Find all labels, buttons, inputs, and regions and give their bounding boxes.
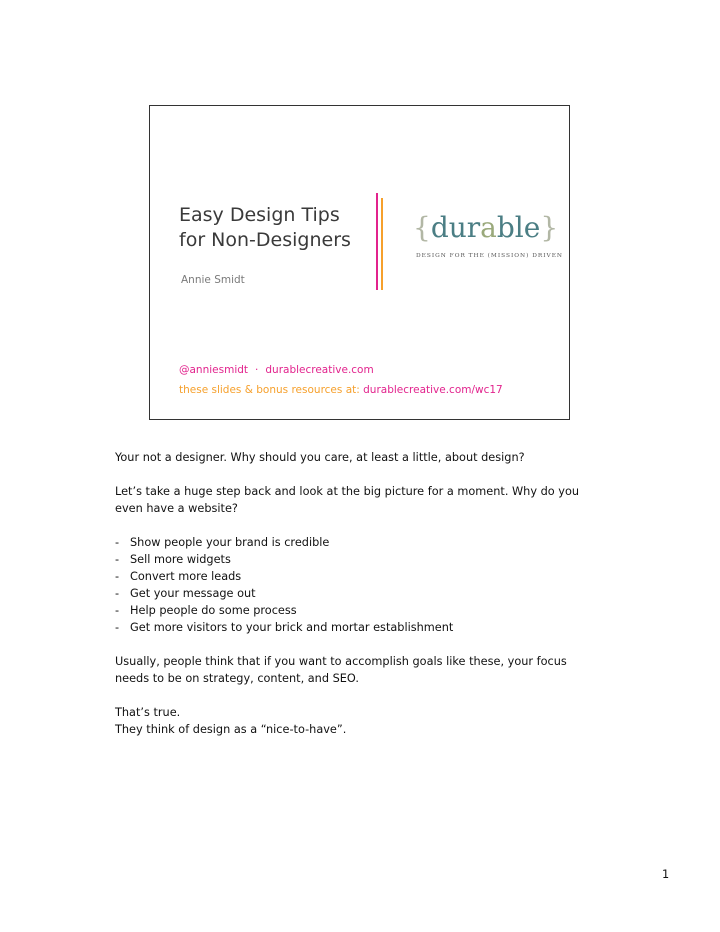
slide-author: Annie Smidt bbox=[181, 274, 245, 286]
website-link: durablecreative.com bbox=[265, 364, 374, 376]
notes-paragraph-4-line-1: That’s true. bbox=[115, 706, 181, 719]
notes-bullet-list bbox=[115, 534, 595, 636]
divider-bar-orange bbox=[381, 198, 383, 290]
list-item: - Sell more widgets bbox=[115, 551, 595, 568]
logo-text-part-1: dur bbox=[430, 211, 481, 244]
notes-paragraph-4-line-2: They think of design as a “nice-to-have”. bbox=[115, 723, 347, 736]
twitter-handle: @anniesmidt bbox=[179, 364, 249, 376]
contact-line bbox=[179, 364, 374, 376]
logo-brace-open: { bbox=[413, 211, 431, 244]
notes-paragraph-2: Let’s take a huge step back and look at the big picture for a moment. Why do you even have a website? bbox=[115, 485, 580, 515]
slide-title bbox=[179, 203, 351, 253]
resources-line bbox=[179, 384, 503, 396]
page-number: 1 bbox=[662, 868, 670, 881]
contact-separator: · bbox=[255, 364, 259, 376]
list-item: - Convert more leads bbox=[115, 568, 595, 585]
logo-text-part-2: a bbox=[480, 211, 497, 244]
notes-paragraph-3: Usually, people think that if you want to accomplish goals like these, your focus needs to be on strategy, content, and SEO. bbox=[115, 655, 567, 685]
speaker-notes bbox=[115, 449, 595, 738]
durable-logo bbox=[413, 212, 558, 244]
slide-title-line-1: Easy Design Tips bbox=[179, 204, 340, 226]
list-item: - Get your message out bbox=[115, 585, 595, 602]
divider-bar-pink bbox=[376, 193, 378, 290]
resources-url: durablecreative.com/wc17 bbox=[363, 384, 503, 396]
resources-prefix: these slides & bonus resources at: bbox=[179, 384, 360, 396]
list-item: - Get more visitors to your brick and mortar establishment bbox=[115, 619, 595, 636]
logo-brace-close: } bbox=[540, 211, 559, 244]
list-item: - Help people do some process bbox=[115, 602, 595, 619]
slide-thumbnail bbox=[149, 105, 570, 420]
notes-paragraph-1: Your not a designer. Why should you care, at least a little, about design? bbox=[115, 451, 525, 464]
logo-tagline: DESIGN FOR THE (MISSION) DRIVEN bbox=[416, 253, 564, 259]
slide-title-line-2: for Non-Designers bbox=[179, 229, 351, 251]
list-item: - Show people your brand is credible bbox=[115, 534, 595, 551]
logo-text-part-3: ble bbox=[496, 211, 541, 244]
